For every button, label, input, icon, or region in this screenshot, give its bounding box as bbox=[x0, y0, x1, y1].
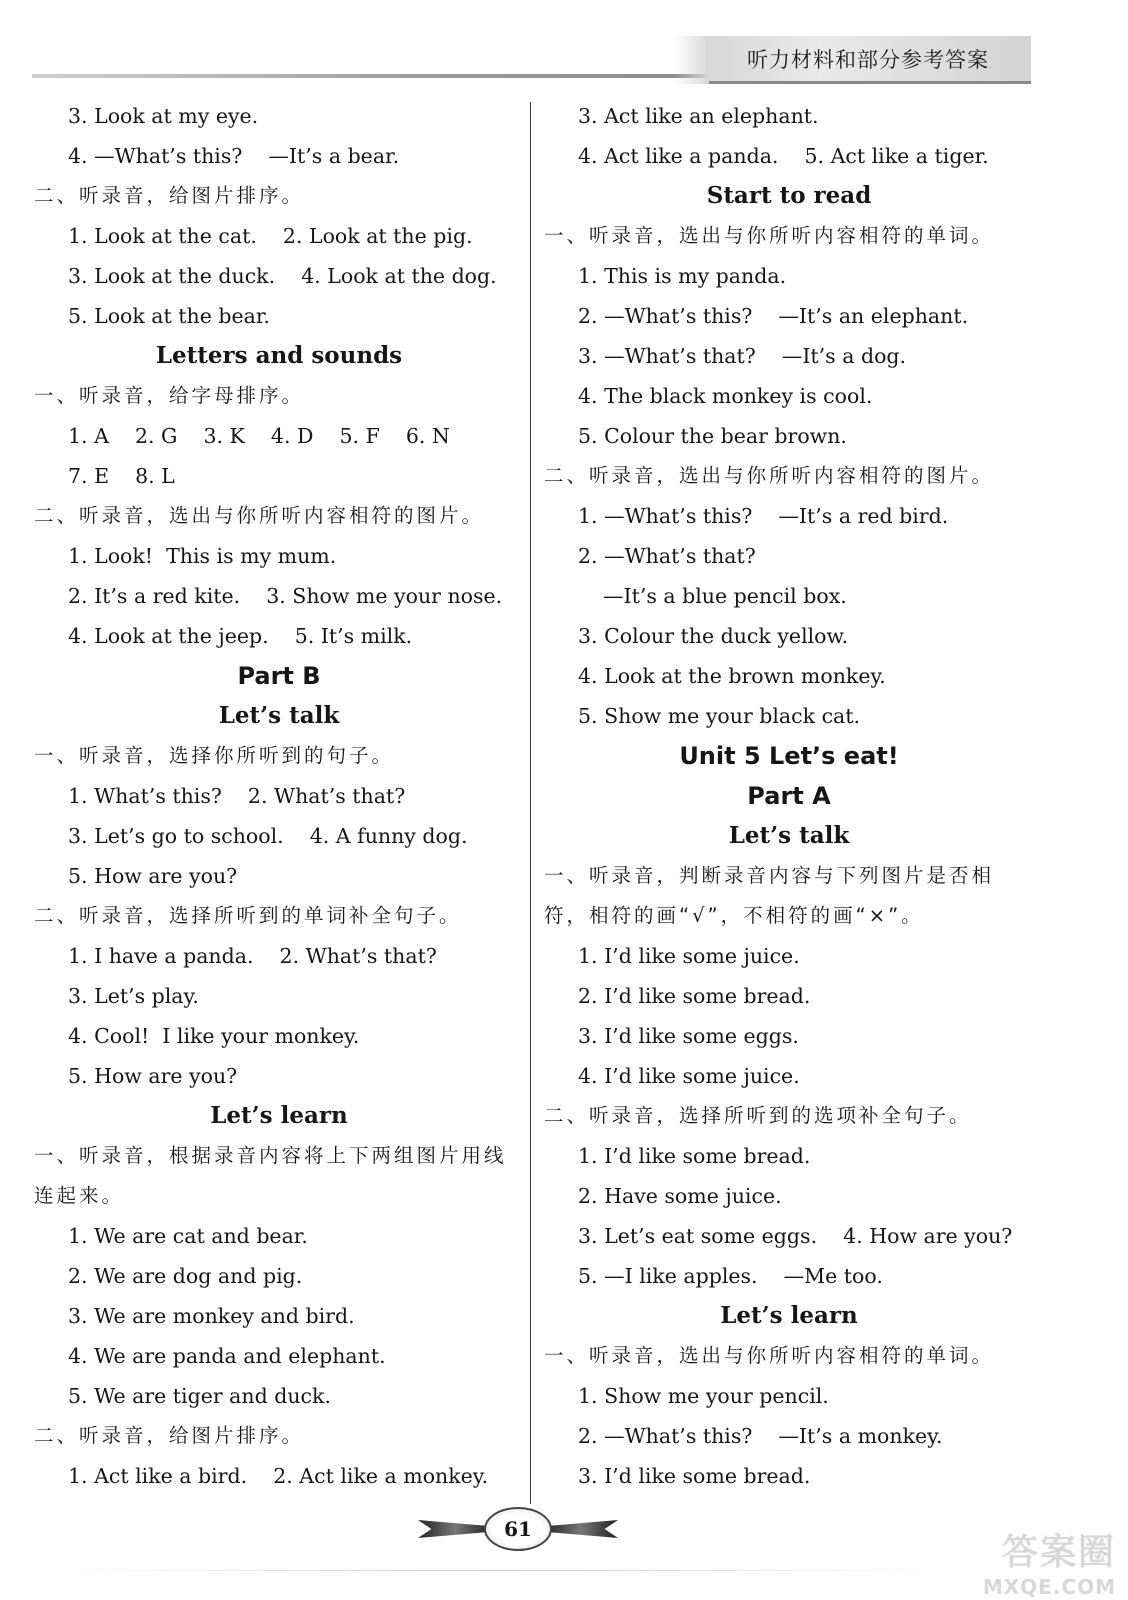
left-ornament bbox=[418, 1520, 492, 1538]
answer-line: 2. —What’s this? —It’s a monkey. bbox=[578, 1424, 943, 1448]
answer-line: 4. I’d like some juice. bbox=[578, 1064, 800, 1088]
answer-line: 3. Let’s play. bbox=[68, 984, 199, 1008]
question-instruction: 二、听录音，选出与你所听内容相符的图片。 bbox=[34, 504, 485, 527]
section-heading: Let’s learn bbox=[210, 1102, 348, 1129]
question-instruction: 一、听录音，选出与你所听内容相符的单词。 bbox=[544, 224, 995, 247]
question-instruction: 二、听录音，给图片排序。 bbox=[34, 184, 305, 207]
page-footer bbox=[418, 1504, 618, 1554]
answer-line: 1. Act like a bird. 2. Act like a monkey. bbox=[68, 1464, 489, 1488]
answer-line: 4. We are panda and elephant. bbox=[68, 1344, 386, 1368]
section-heading: Let’s talk bbox=[728, 822, 850, 849]
section-heading: Part B bbox=[237, 662, 321, 690]
question-instruction: 符，相符的画“√”，不相符的画“×”。 bbox=[544, 904, 924, 927]
answer-line: 1. Look! This is my mum. bbox=[68, 544, 337, 568]
question-instruction: 一、听录音，判断录音内容与下列图片是否相 bbox=[544, 864, 995, 887]
column-divider bbox=[530, 102, 531, 1504]
question-instruction: 二、听录音，选择所听到的选项补全句子。 bbox=[544, 1104, 972, 1127]
bottom-rule bbox=[60, 1570, 940, 1571]
answer-line: 2. I’d like some bread. bbox=[578, 984, 811, 1008]
answer-line: 4. The black monkey is cool. bbox=[578, 384, 873, 408]
section-heading: Letters and sounds bbox=[155, 342, 403, 369]
question-instruction: 一、听录音，根据录音内容将上下两组图片用线 bbox=[34, 1144, 507, 1167]
answer-line: 1. —What’s this? —It’s a red bird. bbox=[578, 504, 949, 528]
answer-line: 3. Act like an elephant. bbox=[578, 104, 819, 128]
answer-line: 4. Look at the brown monkey. bbox=[578, 664, 886, 688]
answer-line: 1. A 2. G 3. K 4. D 5. F 6. N bbox=[68, 424, 450, 448]
answer-line: 2. —What’s that? bbox=[578, 544, 756, 568]
section-heading: Unit 5 Let’s eat! bbox=[679, 742, 899, 770]
answer-line: 1. This is my panda. bbox=[578, 264, 787, 288]
answer-line: 3. —What’s that? —It’s a dog. bbox=[578, 344, 907, 368]
section-heading: Let’s learn bbox=[720, 1302, 858, 1329]
question-instruction: 二、听录音，选出与你所听内容相符的图片。 bbox=[544, 464, 995, 487]
answer-line: 5. —I like apples. —Me too. bbox=[578, 1264, 883, 1288]
answer-line: 2. —What’s this? —It’s an elephant. bbox=[578, 304, 969, 328]
answer-line: 5. Look at the bear. bbox=[68, 304, 270, 328]
answer-line: 3. Let’s go to school. 4. A funny dog. bbox=[68, 824, 468, 848]
right-column bbox=[544, 96, 1034, 1496]
question-instruction: 一、听录音，选择你所听到的句子。 bbox=[34, 744, 395, 767]
section-heading: Part A bbox=[747, 782, 831, 810]
answer-line: 7. E 8. L bbox=[68, 464, 175, 488]
answer-line: 5. We are tiger and duck. bbox=[68, 1384, 331, 1408]
question-instruction: 二、听录音，选择所听到的单词补全句子。 bbox=[34, 904, 462, 927]
page-number: 61 bbox=[484, 1507, 552, 1551]
section-heading: Let’s talk bbox=[218, 702, 340, 729]
watermark-logo: 答案圈 MXQE.COM bbox=[982, 1532, 1116, 1599]
answer-line: 3. Look at the duck. 4. Look at the dog. bbox=[68, 264, 497, 288]
question-instruction: 一、听录音，选出与你所听内容相符的单词。 bbox=[544, 1344, 995, 1367]
answer-line: 3. We are monkey and bird. bbox=[68, 1304, 355, 1328]
header-rule bbox=[32, 74, 722, 78]
right-ornament bbox=[544, 1520, 618, 1538]
answer-line: 1. What’s this? 2. What’s that? bbox=[68, 784, 406, 808]
answer-line: 4. Act like a panda. 5. Act like a tiger. bbox=[578, 144, 989, 168]
answer-line: 3. I’d like some eggs. bbox=[578, 1024, 799, 1048]
answer-line: 2. We are dog and pig. bbox=[68, 1264, 303, 1288]
answer-line: 5. How are you? bbox=[68, 864, 238, 888]
answer-line: 5. Colour the bear brown. bbox=[578, 424, 847, 448]
answer-line: 3. Colour the duck yellow. bbox=[578, 624, 849, 648]
answer-line: —It’s a blue pencil box. bbox=[603, 584, 847, 608]
question-instruction: 一、听录音，给字母排序。 bbox=[34, 384, 305, 407]
question-instruction: 二、听录音，给图片排序。 bbox=[34, 1424, 305, 1447]
section-heading: Start to read bbox=[706, 182, 872, 209]
answer-line: 3. Let’s eat some eggs. 4. How are you? bbox=[578, 1224, 1013, 1248]
answer-line: 1. Show me your pencil. bbox=[578, 1384, 829, 1408]
answer-line: 4. —What’s this? —It’s a bear. bbox=[68, 144, 400, 168]
answer-line: 1. Look at the cat. 2. Look at the pig. bbox=[68, 224, 473, 248]
answer-line: 1. We are cat and bear. bbox=[68, 1224, 308, 1248]
header-title: 听力材料和部分参考答案 bbox=[705, 36, 1031, 84]
answer-line: 4. Look at the jeep. 5. It’s milk. bbox=[68, 624, 413, 648]
answer-line: 1. I’d like some bread. bbox=[578, 1144, 811, 1168]
answer-line: 1. I’d like some juice. bbox=[578, 944, 800, 968]
answer-line: 5. Show me your black cat. bbox=[578, 704, 861, 728]
answer-line: 3. I’d like some bread. bbox=[578, 1464, 811, 1488]
answer-line: 1. I have a panda. 2. What’s that? bbox=[68, 944, 437, 968]
answer-line: 2. It’s a red kite. 3. Show me your nose. bbox=[68, 584, 503, 608]
answer-line: 4. Cool! I like your monkey. bbox=[68, 1024, 360, 1048]
answer-line: 3. Look at my eye. bbox=[68, 104, 259, 128]
answer-line: 5. How are you? bbox=[68, 1064, 238, 1088]
left-column bbox=[34, 96, 524, 1496]
question-instruction: 连起来。 bbox=[34, 1184, 125, 1207]
answer-line: 2. Have some juice. bbox=[578, 1184, 782, 1208]
